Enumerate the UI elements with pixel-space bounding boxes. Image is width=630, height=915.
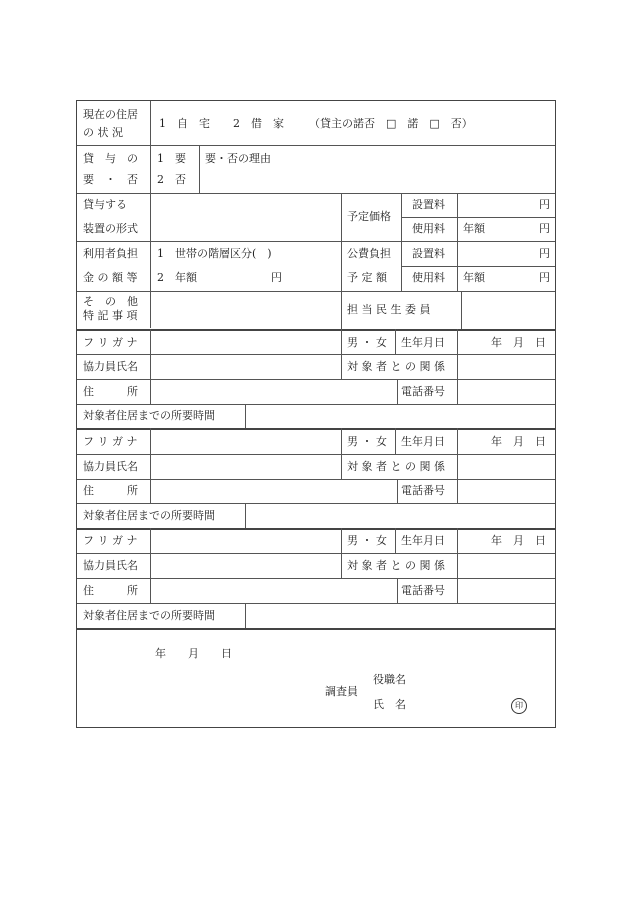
loan-option-no: 2 否: [157, 173, 186, 186]
burden-option-bracket: 1 世帯の階層区分( ): [157, 247, 272, 260]
residence-option-own: 1 自 宅: [159, 117, 210, 130]
col-divider: [341, 428, 342, 479]
date-format: 年 月 日: [491, 336, 546, 349]
date-format: 年 月 日: [491, 534, 546, 547]
device-type-label: 貸与する: [83, 198, 127, 211]
yen-unit: 円: [271, 271, 282, 284]
row-divider: [77, 379, 555, 380]
col-divider: [150, 428, 151, 479]
col-divider: [397, 578, 398, 603]
address-label: 住 所: [83, 385, 138, 398]
yen-unit: 円: [539, 247, 550, 260]
yen-unit: 円: [539, 222, 550, 235]
user-burden-label: 利用者負担: [83, 247, 138, 260]
col-divider: [150, 528, 151, 578]
col-divider: [457, 193, 458, 291]
section-divider: [77, 329, 555, 331]
col-divider: [341, 528, 342, 578]
col-divider: [457, 528, 458, 603]
row-divider: [77, 291, 555, 292]
install-fee-label: 設置料: [412, 247, 445, 260]
furigana-label: フ リ ガ ナ: [83, 534, 138, 547]
install-fee-label: 設置料: [412, 198, 445, 211]
col-divider: [199, 145, 200, 193]
row-divider: [77, 241, 555, 242]
usage-fee-label: 使用料: [412, 222, 445, 235]
col-divider: [150, 578, 151, 603]
furigana-label: フ リ ガ ナ: [83, 435, 138, 448]
row-divider: [77, 503, 555, 504]
public-burden-label: 公費負担: [347, 247, 391, 260]
travel-time-label: 対象者住居までの所要時間: [83, 409, 215, 422]
col-divider: [397, 379, 398, 404]
seal-icon: 印: [511, 698, 527, 714]
relation-label: 対 象 者 と の 関 係: [347, 460, 445, 473]
section-divider: [77, 428, 555, 430]
annual-label: 年額: [463, 271, 485, 284]
planned-price-label: 予定価格: [347, 210, 391, 223]
relation-label: 対 象 者 と の 関 係: [347, 360, 445, 373]
loan-survey-form: [76, 100, 556, 728]
address-label: 住 所: [83, 584, 138, 597]
residence-label: 現在の住居: [83, 108, 138, 121]
row-divider: [401, 266, 555, 267]
birth-date-label: 生年月日: [401, 435, 445, 448]
date-format: 年 月 日: [491, 435, 546, 448]
gender-option: 男 ・ 女: [347, 435, 387, 448]
loan-reason-label: 要・否の理由: [205, 152, 271, 165]
furigana-label: フ リ ガ ナ: [83, 336, 138, 349]
burden-option-annual: 2 年額: [157, 271, 197, 284]
usage-fee-label: 使用料: [412, 271, 445, 284]
row-divider: [77, 603, 555, 604]
phone-label: 電話番号: [401, 584, 445, 597]
row-divider: [77, 145, 555, 146]
residence-option-rent: 2 借 家: [233, 117, 284, 130]
commissioner-label: 担 当 民 生 委 員: [347, 303, 431, 316]
row-divider: [77, 553, 555, 554]
section-divider: [77, 628, 555, 630]
col-divider: [395, 329, 396, 354]
loan-need-label: 要 ・ 否: [83, 173, 138, 186]
col-divider: [341, 329, 342, 379]
row-divider: [77, 193, 555, 194]
position-label: 役職名: [373, 673, 406, 686]
relation-label: 対 象 者 と の 関 係: [347, 559, 445, 572]
annual-label: 年額: [463, 222, 485, 235]
col-divider: [245, 404, 246, 428]
yen-unit: 円: [539, 198, 550, 211]
owner-consent-checkboxes[interactable]: （貸主の諾否 □ 諾 □ 否）: [309, 117, 473, 130]
section-divider: [77, 528, 555, 530]
device-type-label: 装置の形式: [83, 222, 138, 235]
gender-option: 男 ・ 女: [347, 534, 387, 547]
row-divider: [77, 354, 555, 355]
user-burden-label: 金 の 額 等: [83, 271, 138, 284]
travel-time-label: 対象者住居までの所要時間: [83, 609, 215, 622]
footer-date: 年 月 日: [155, 647, 232, 660]
cooperator-name-label: 協力員氏名: [83, 460, 138, 473]
investigator-label: 調査員: [325, 685, 358, 698]
col-divider: [457, 428, 458, 503]
col-divider: [395, 528, 396, 553]
col-divider: [150, 479, 151, 503]
col-divider: [457, 329, 458, 404]
public-burden-label: 予 定 額: [347, 271, 387, 284]
col-divider: [395, 428, 396, 454]
col-divider: [397, 479, 398, 503]
cooperator-name-label: 協力員氏名: [83, 559, 138, 572]
loan-need-label: 貸 与 の: [83, 152, 138, 165]
row-divider: [77, 454, 555, 455]
yen-unit: 円: [539, 271, 550, 284]
birth-date-label: 生年月日: [401, 336, 445, 349]
phone-label: 電話番号: [401, 484, 445, 497]
other-notes-label: 特 記 事 項: [83, 309, 138, 322]
gender-option: 男 ・ 女: [347, 336, 387, 349]
birth-date-label: 生年月日: [401, 534, 445, 547]
address-label: 住 所: [83, 484, 138, 497]
col-divider: [341, 193, 342, 329]
col-divider: [150, 329, 151, 379]
row-divider: [77, 404, 555, 405]
loan-option-yes: 1 要: [157, 152, 186, 165]
col-divider: [150, 101, 151, 328]
row-divider: [77, 578, 555, 579]
name-label: 氏 名: [373, 698, 406, 711]
residence-label: の 状 況: [83, 126, 123, 139]
col-divider: [461, 291, 462, 329]
row-divider: [401, 217, 555, 218]
col-divider: [245, 603, 246, 628]
other-notes-label: そ の 他: [83, 295, 138, 308]
col-divider: [401, 193, 402, 291]
cooperator-name-label: 協力員氏名: [83, 360, 138, 373]
row-divider: [77, 479, 555, 480]
col-divider: [245, 503, 246, 528]
phone-label: 電話番号: [401, 385, 445, 398]
travel-time-label: 対象者住居までの所要時間: [83, 509, 215, 522]
col-divider: [150, 379, 151, 404]
